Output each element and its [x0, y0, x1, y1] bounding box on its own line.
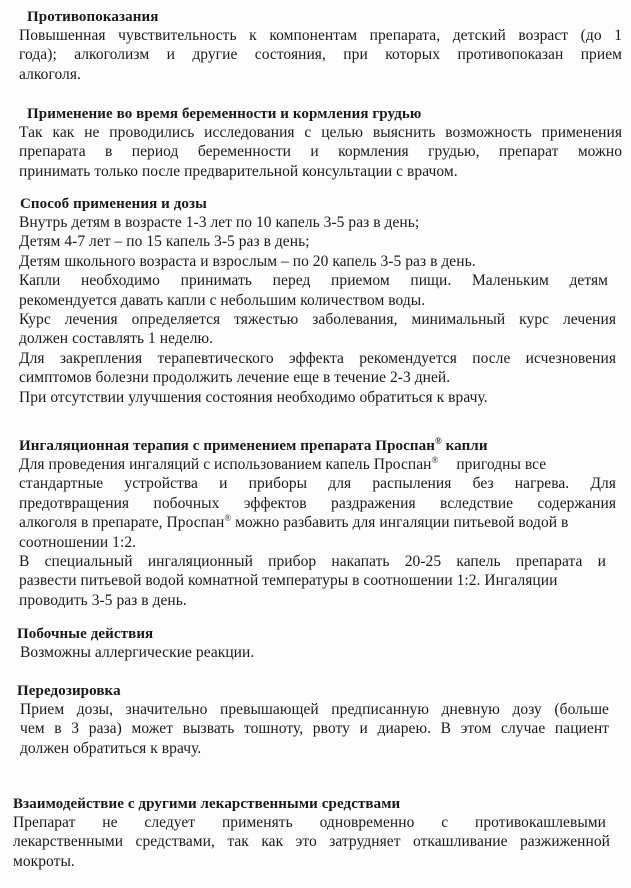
dosage-line: должен составлять 1 неделю. [19, 330, 214, 348]
inhalation-line-text: пригодны все [452, 456, 547, 473]
inhalation-line-text: Для проведения ингаляций с использованием капель Проспан [19, 456, 432, 473]
inhalation-title-suffix: капли [441, 438, 488, 454]
inhalation-line [19, 513, 631, 532]
pregnancy-title: Применение во время беременности и кормления грудью [27, 106, 422, 122]
inhalation-title-text: Ингаляционная терапия с применением препарата Проспан [19, 438, 435, 454]
registered-mark: ® [431, 454, 439, 465]
inhalation-section [0, 432, 631, 610]
interactions-line: лекарственными средствами, так как это затрудняет откашливание разжиженной [13, 833, 610, 851]
overdose-line: чем в 3 раза) может вызвать тошноту, рвоту и диарею. В этом случае пациент [20, 720, 609, 738]
dosage-line: Капли необходимо принимать перед приемом пищи. Маленьким детям [19, 272, 608, 290]
contraindications-section [0, 8, 631, 84]
side-effects-title: Побочные действия [17, 626, 154, 642]
dosage-title: Способ применения и дозы [20, 196, 207, 212]
inhalation-line: предотвращения побочных эффектов раздражения вследствие содержания [19, 494, 616, 512]
interactions-title: Взаимодействие с другими лекарственными средствами [13, 796, 401, 812]
contraindications-line: Повышенная чувствительность к компонентам препарата, детский возраст (до 1 [19, 27, 622, 44]
inhalation-line: соотношении 1:2. [19, 533, 137, 551]
overdose-line: Прием дозы, значительно превышающей предписанную дневную дозу (больше [20, 701, 609, 718]
registered-mark: ® [434, 436, 442, 446]
inhalation-line: стандартные устройства и приборы для распыления без нагрева. Для [19, 475, 616, 493]
dosage-line: Детям школьного возраста и взрослым – по 20 капель 3-5 раз в день. [19, 252, 476, 270]
contraindications-line: алкоголя. [19, 65, 81, 83]
pregnancy-line: препарата в период беременности и кормления грудью, препарат можно [19, 143, 622, 161]
dosage-section [0, 195, 631, 407]
pregnancy-section [0, 105, 631, 181]
inhalation-line: развести питьевой водой комнатной температуры в соотношении 1:2. Ингаляции [19, 572, 558, 590]
side-effects-section [0, 625, 631, 662]
inhalation-line-text: алкоголя в препарате, Проспан [19, 514, 225, 532]
interactions-line: Препарат не следует применять одновременно с противокашлевыми [13, 814, 606, 831]
side-effects-line: Возможны аллергические реакции. [20, 644, 255, 661]
inhalation-line [19, 455, 616, 474]
inhalation-line: проводить 3-5 раз в день. [19, 591, 187, 609]
dosage-line: рекомендуется давать капли с небольшим количеством воды. [19, 291, 426, 309]
inhalation-line-text: можно разбавить для ингаляции питьевой водой в [231, 514, 569, 532]
overdose-title: Передозировка [17, 683, 121, 699]
pregnancy-line: принимать только после предварительной консультации с врачом. [19, 162, 458, 180]
pregnancy-line: Так как не проводились исследования с целью выяснить возможность применения [19, 124, 622, 141]
contraindications-line: года); алкоголизм и другие состояния, при которых противопоказан прием [19, 46, 622, 64]
overdose-line: должен обратиться к врачу. [20, 739, 202, 757]
registered-mark: ® [224, 513, 232, 524]
overdose-section [0, 682, 631, 758]
dosage-line: При отсутствии улучшения состояния необходимо обратиться к врачу. [19, 388, 488, 406]
inhalation-line: В специальный ингаляционный прибор накапать 20-25 капель препарата и [19, 553, 606, 571]
dosage-line: Курс лечения определяется тяжестью заболевания, минимальный курс лечения [19, 311, 616, 329]
interactions-line: мокроты. [13, 852, 75, 870]
inhalation-title [19, 432, 631, 455]
dosage-line: симптомов болезни продолжить лечение еще в течение 2-3 дней. [19, 369, 451, 387]
contraindications-title: Противопоказания [27, 9, 159, 25]
interactions-section [0, 795, 631, 871]
dosage-line: Внутрь детям в возрасте 1-3 лет по 10 капель 3-5 раз в день; [19, 214, 420, 231]
dosage-line: Для закрепления терапевтического эффекта рекомендуется после исчезновения [19, 349, 616, 367]
dosage-line: Детям 4-7 лет – по 15 капель 3-5 раз в день; [19, 233, 310, 251]
